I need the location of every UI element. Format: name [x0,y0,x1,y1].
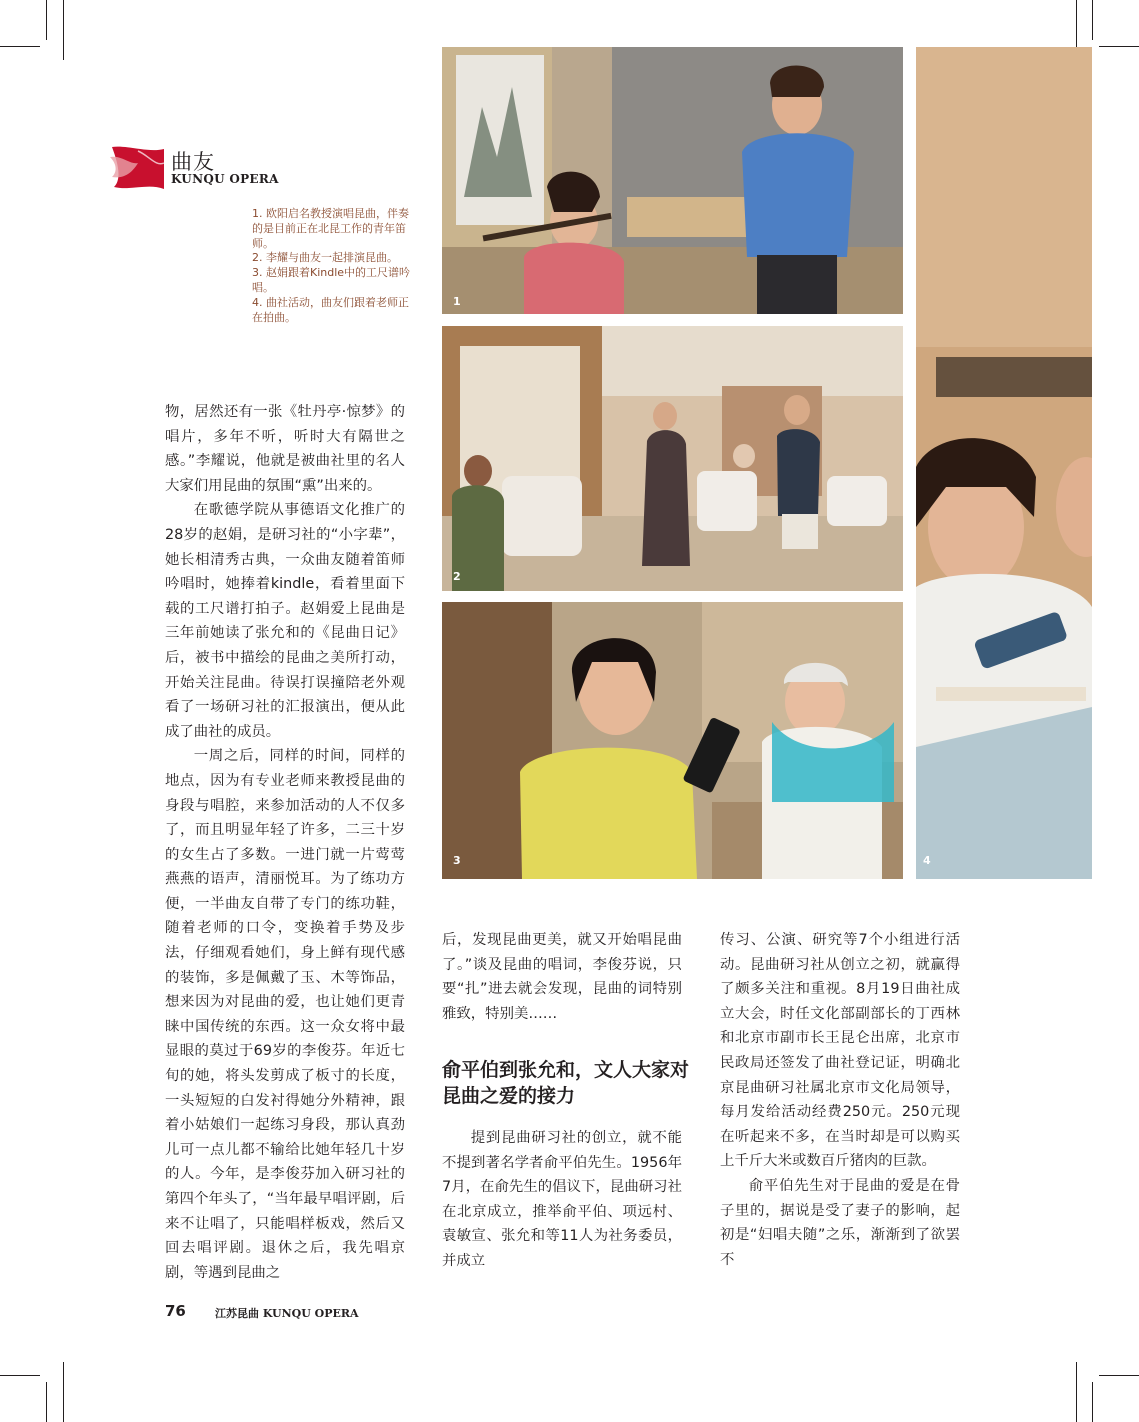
crop-mark [0,1375,40,1376]
crop-mark [63,1362,64,1422]
crop-mark [1092,0,1093,40]
photo-captions [252,207,412,325]
section-title: 曲友 [171,150,215,174]
caption-4: 4. 曲社活动，曲友们跟着老师正在拍曲。 [252,295,409,324]
photo-number: 2 [453,570,461,583]
body-column-2-bottom [442,1126,682,1274]
crop-mark [46,0,47,40]
section-subtitle: KUNQU OPERA [171,172,279,186]
subheading: 俞平伯到张允和，文人大家对昆曲之爱的接力 [442,1059,690,1107]
photo-4-group-class [916,47,1092,879]
crop-mark [1099,46,1139,47]
page-number: 76 [165,1302,186,1320]
photo-number: 4 [923,854,931,867]
photo-2-rehearsal [442,326,903,591]
paragraph: 传习、公演、研究等7个小组进行活动。昆曲研习社从创立之初，就赢得了颇多关注和重视。8月19日曲社成立大会，时任文化部副部长的丁西林和北京市副市长王昆仑出席，北京市民政局还签发了曲社登记证，明确北京昆曲研习社属北京市文化局领导，每月发给活动经费250元。250元现在听起来不多，在当时却是可以购买上千斤大米或数百斤猪肉的巨款。 [720,932,960,1170]
crop-mark [1076,1362,1077,1422]
paragraph: 后，发现昆曲更美，就又开始唱昆曲了。”谈及昆曲的唱词，李俊芬说，只要“扎”进去就会发现，昆曲的词特别雅致，特别美…… [442,932,682,1022]
paragraph: 俞平伯先生对于昆曲的爱是在骨子里的，据说是受了妻子的影响，起初是“妇唱夫随”之乐，渐渐到了欲罢不 [720,1177,960,1268]
caption-1: 1. 欧阳启名教授演唱昆曲，伴奏的是目前正在北昆工作的青年笛师。 [252,207,409,250]
crop-mark [1099,1375,1139,1376]
body-column-1 [165,400,405,1285]
photo-number: 1 [453,295,461,308]
caption-3: 3. 赵娟跟着Kindle中的工尺谱吟唱。 [252,266,411,294]
photo-3-kindle-reading [442,602,903,879]
photo-1-flute-singing [442,47,903,314]
crop-mark [1092,1382,1093,1422]
paragraph: 一周之后，同样的时间，同样的地点，因为有专业老师来教授昆曲的身段与唱腔，来参加活动的人不仅多了，而且明显年轻了许多，二三十岁的女生占了多数。一进门就一片莺莺燕燕的语声，清丽悦耳。为了练功方便，一半曲友自带了专门的练功鞋，随着老师的口令，变换着手势及步法，仔细观看她们，身上鲜有现代感的装饰，多是佩戴了玉、木等饰品，想来因为对昆曲的爱，也让她们更青睐中国传统的东西。这一众女将中最显眼的莫过于69岁的李俊芬。年近七旬的她，将头发剪成了板寸的长度，一头短短的白发衬得她分外精神，跟着小姑娘们一起练习身段，那认真劲儿可一点儿都不输给比她年轻几十岁的人。今年，是李俊芬加入研习社的第四个年头了，“当年最早唱评剧，后来不让唱了，只能唱样板戏，然后又回去唱评剧。退休之后，我先唱京剧，等遇到昆曲之 [165,748,405,1281]
publication-name: 江苏昆曲 KUNQU OPERA [215,1307,359,1320]
paragraph: 物，居然还有一张《牡丹亭·惊梦》的唱片，多年不听，听时大有隔世之感。”李耀说，他就是被曲社里的名人大家们用昆曲的氛围“熏”出来的。 [165,404,405,494]
crop-mark [46,1382,47,1422]
body-column-3 [720,928,960,1272]
body-column-2-top [442,928,682,1026]
photo-number: 3 [453,854,461,867]
caption-2: 2. 李耀与曲友一起排演昆曲。 [252,251,398,265]
paragraph: 提到昆曲研习社的创立，就不能不提到著名学者俞平伯先生。1956年7月，在俞先生的倡议下，昆曲研习社在北京成立，推举俞平伯、项远村、袁敏宣、张允和等11人为社务委员，并成立 [442,1130,682,1269]
crop-mark [63,0,64,60]
section-ribbon-icon [108,143,166,195]
crop-mark [0,46,40,47]
paragraph: 在歌德学院从事德语文化推广的28岁的赵娟，是研习社的“小字辈”，她长相清秀古典，一众曲友随着笛师吟唱时，她捧着kindle，看着里面下载的工尺谱打拍子。赵娟爱上昆曲是三年前她读了张允和的《昆曲日记》后，被书中描绘的昆曲之美所打动，开始关注昆曲。待误打误撞陪老外观看了一场研习社的汇报演出，便从此成了曲社的成员。 [165,502,405,740]
